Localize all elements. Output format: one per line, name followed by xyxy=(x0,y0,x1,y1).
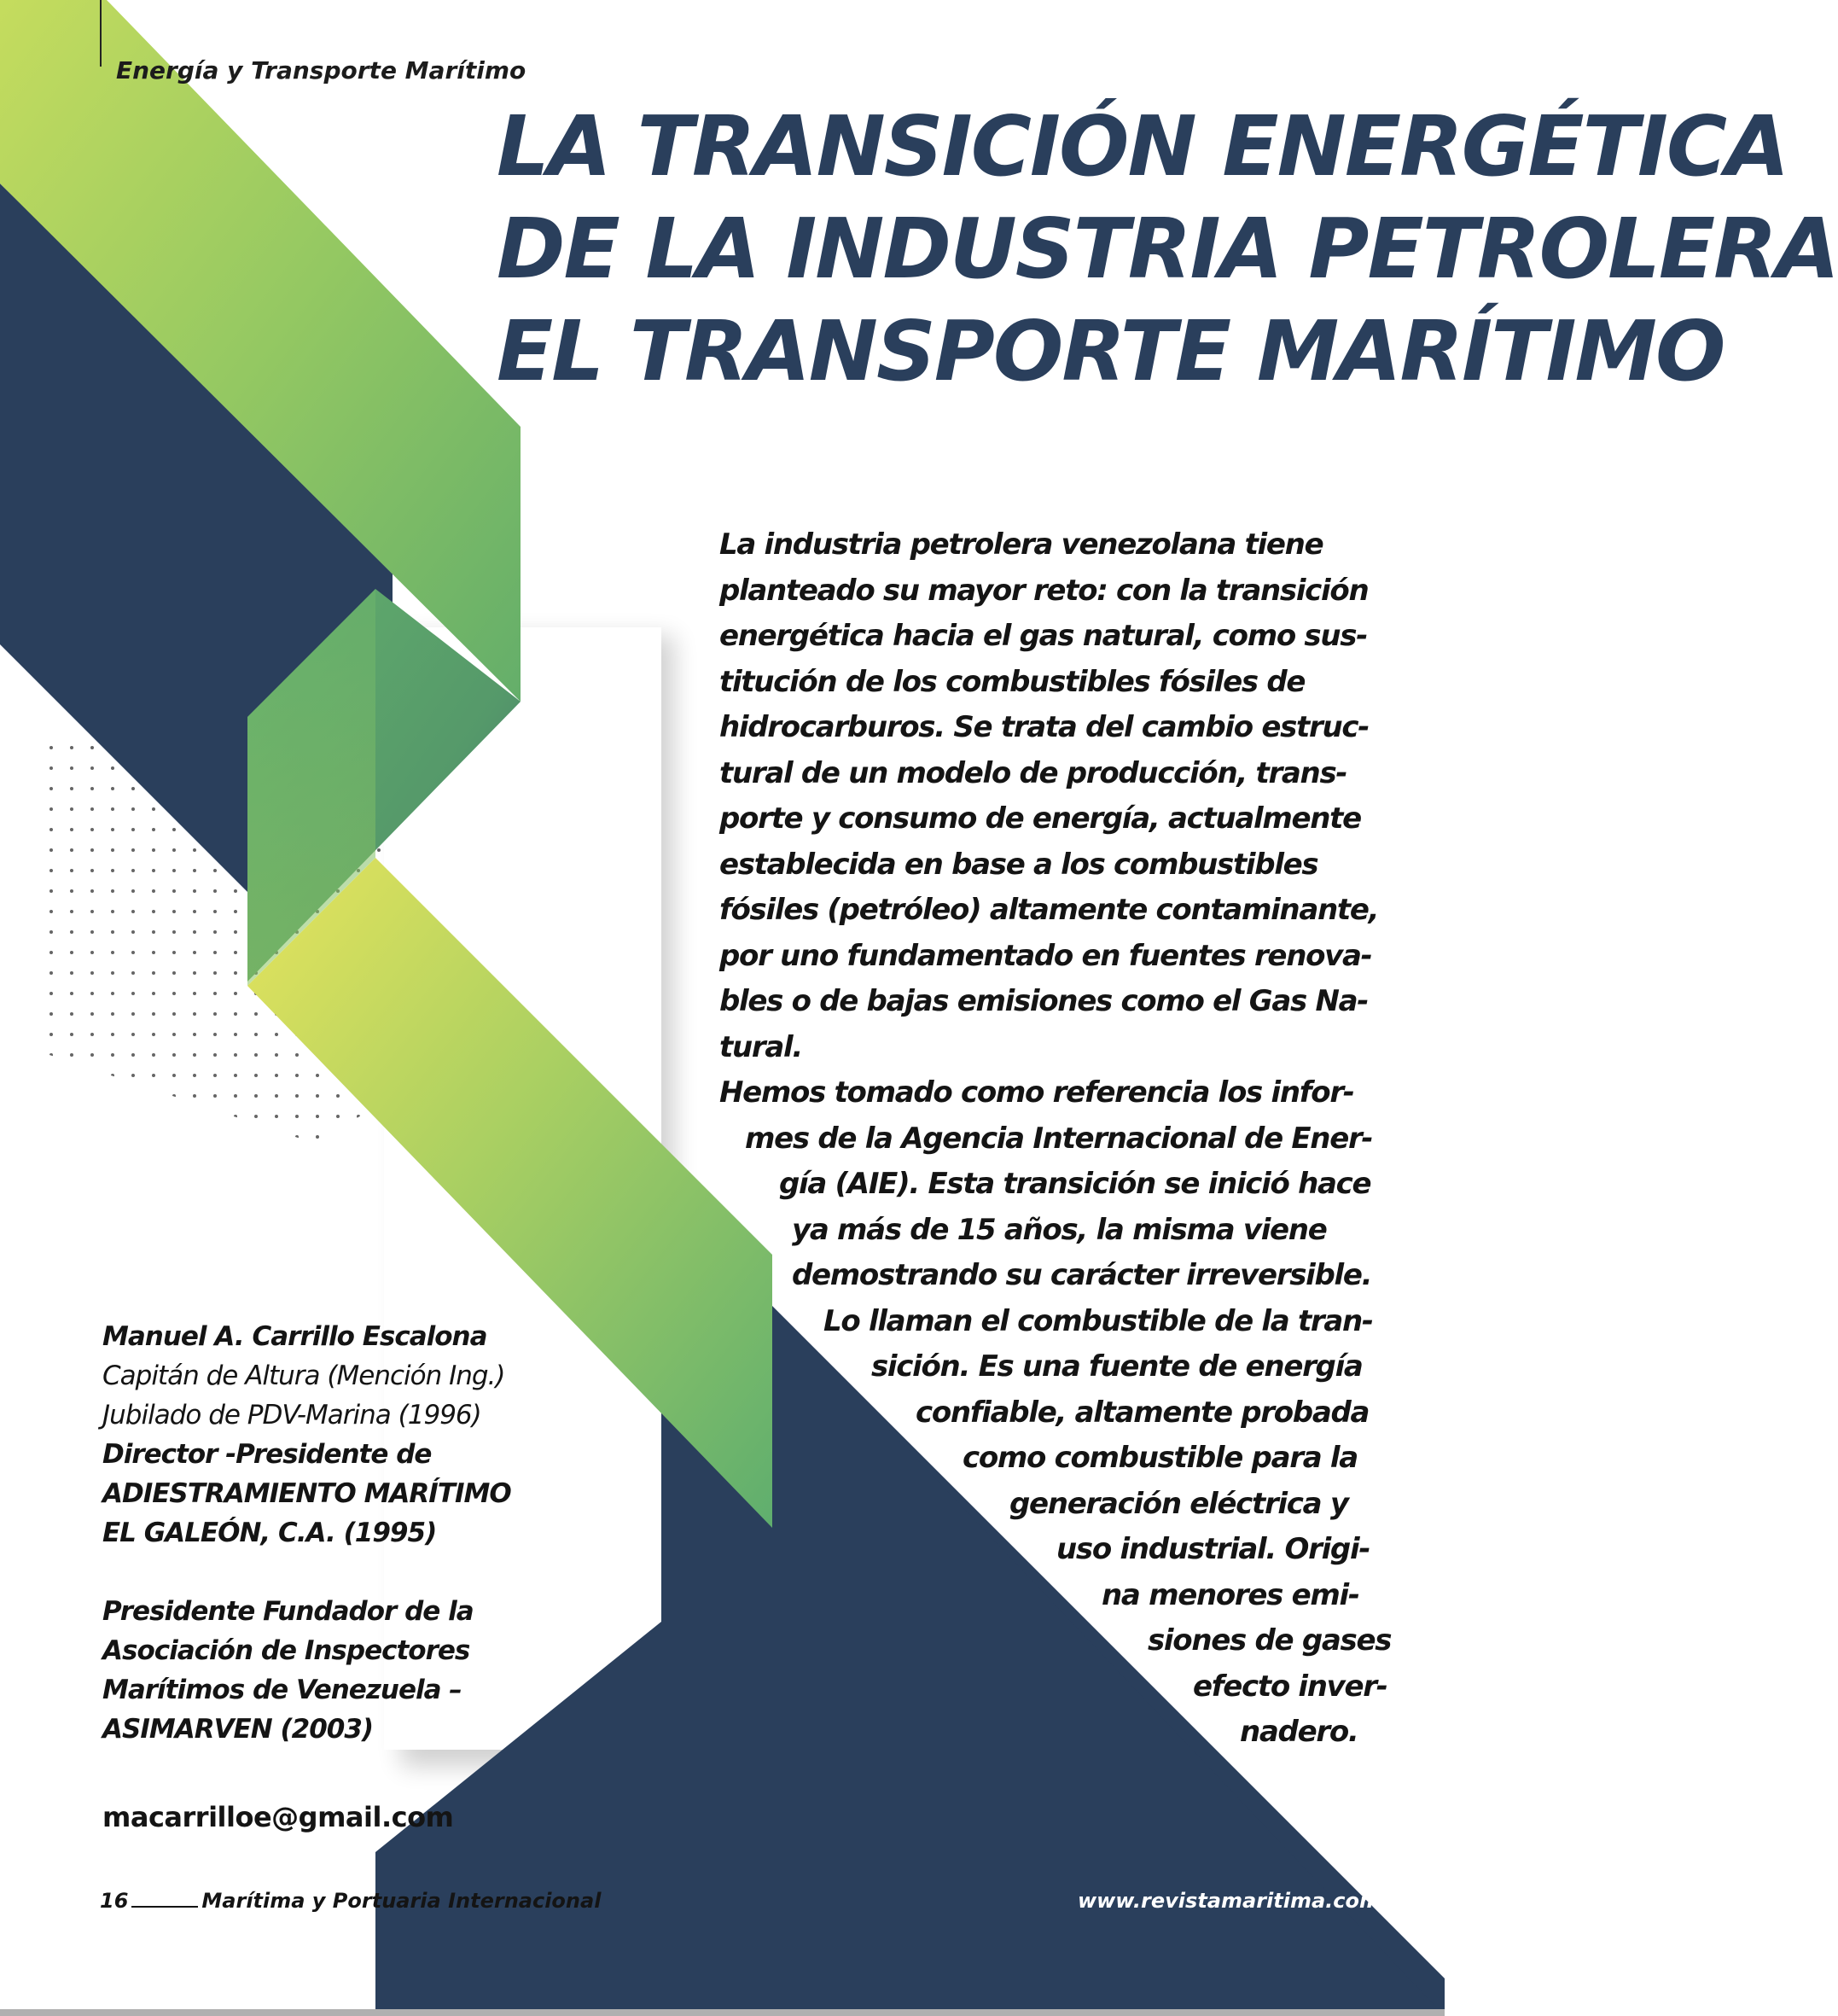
intro-line: ya más de 15 años, la misma viene xyxy=(792,1212,1327,1247)
page-number: 16 xyxy=(100,1889,129,1913)
title-line: LA TRANSICIÓN ENERGÉTICA xyxy=(497,98,1789,195)
intro-line: na menores emi- xyxy=(1102,1577,1359,1612)
footer-rule xyxy=(131,1906,198,1908)
intro-line: tural de un modelo de producción, trans- xyxy=(719,755,1347,790)
intro-line: gía (AIE). Esta transición se inició hace xyxy=(779,1167,1371,1201)
author-role: EL GALEÓN, C.A. (1995) xyxy=(102,1518,437,1548)
title-line: DE LA INDUSTRIA PETROLERA xyxy=(497,201,1838,297)
intro-line: energética hacia el gas natural, como sus- xyxy=(719,619,1368,653)
author-role: ADIESTRAMIENTO MARÍTIMO xyxy=(102,1478,511,1509)
author-founder: Asociación de Inspectores xyxy=(102,1635,470,1666)
intro-line: planteado su mayor reto: con la transición xyxy=(719,573,1369,608)
author-rank: Capitán de Altura (Mención Ing.) xyxy=(102,1361,505,1391)
title-line: EL TRANSPORTE MARÍTIMO xyxy=(497,303,1725,399)
author-retired: Jubilado de PDV-Marina (1996) xyxy=(102,1400,481,1430)
magazine-name: Marítima y Portuaria Internacional xyxy=(201,1889,602,1913)
website-link[interactable]: www.revistamaritima.com xyxy=(1077,1889,1381,1913)
author-founder: ASIMARVEN (2003) xyxy=(102,1714,374,1745)
intro-line: Hemos tomado como referencia los infor- xyxy=(719,1075,1354,1110)
intro-line: porte y consumo de energía, actualmente xyxy=(719,801,1361,836)
intro-line: siones de gases xyxy=(1148,1623,1392,1658)
article-title xyxy=(497,96,1838,403)
intro-line: fósiles (petróleo) altamente contaminante, xyxy=(719,893,1379,927)
intro-line: por uno fundamentado en fuentes renova- xyxy=(719,938,1372,973)
intro-line: tural. xyxy=(719,1029,802,1064)
intro-line: uso industrial. Origi- xyxy=(1056,1532,1370,1566)
footer-left xyxy=(100,1889,601,1913)
intro-line: hidrocarburos. Se trata del cambio estruc- xyxy=(719,710,1370,744)
intro-line: como combustible para la xyxy=(963,1441,1358,1475)
intro-line: Lo llaman el combustible de la tran- xyxy=(823,1303,1373,1338)
bottom-bar xyxy=(0,2009,1445,2016)
article-intro xyxy=(719,522,1393,1756)
author-founder: Marítimos de Venezuela – xyxy=(102,1675,462,1705)
section-label: Energía y Transporte Marítimo xyxy=(116,56,526,84)
intro-line: confiable, altamente probada xyxy=(916,1395,1370,1430)
author-bio xyxy=(102,1317,614,1749)
intro-line: demostrando su carácter irreversible. xyxy=(792,1258,1372,1292)
author-founder: Presidente Fundador de la xyxy=(102,1596,474,1627)
intro-line: sición. Es una fuente de energía xyxy=(871,1349,1363,1384)
author-email-link[interactable]: macarrilloe@gmail.com xyxy=(102,1801,454,1833)
intro-line: La industria petrolera venezolana tiene xyxy=(719,527,1323,562)
intro-line: efecto inver- xyxy=(1193,1669,1387,1704)
intro-line: mes de la Agencia Internacional de Ener- xyxy=(745,1121,1373,1156)
intro-line: establecida en base a los combustibles xyxy=(719,847,1318,882)
author-name: Manuel A. Carrillo Escalona xyxy=(102,1321,487,1352)
intro-line: nadero. xyxy=(1240,1715,1358,1749)
spacer xyxy=(102,1553,614,1592)
intro-line: bles o de bajas emisiones como el Gas Na- xyxy=(719,984,1369,1018)
intro-line: generación eléctrica y xyxy=(1009,1486,1348,1521)
author-role: Director -Presidente de xyxy=(102,1439,432,1470)
intro-line: titución de los combustibles fósiles de xyxy=(719,664,1306,699)
